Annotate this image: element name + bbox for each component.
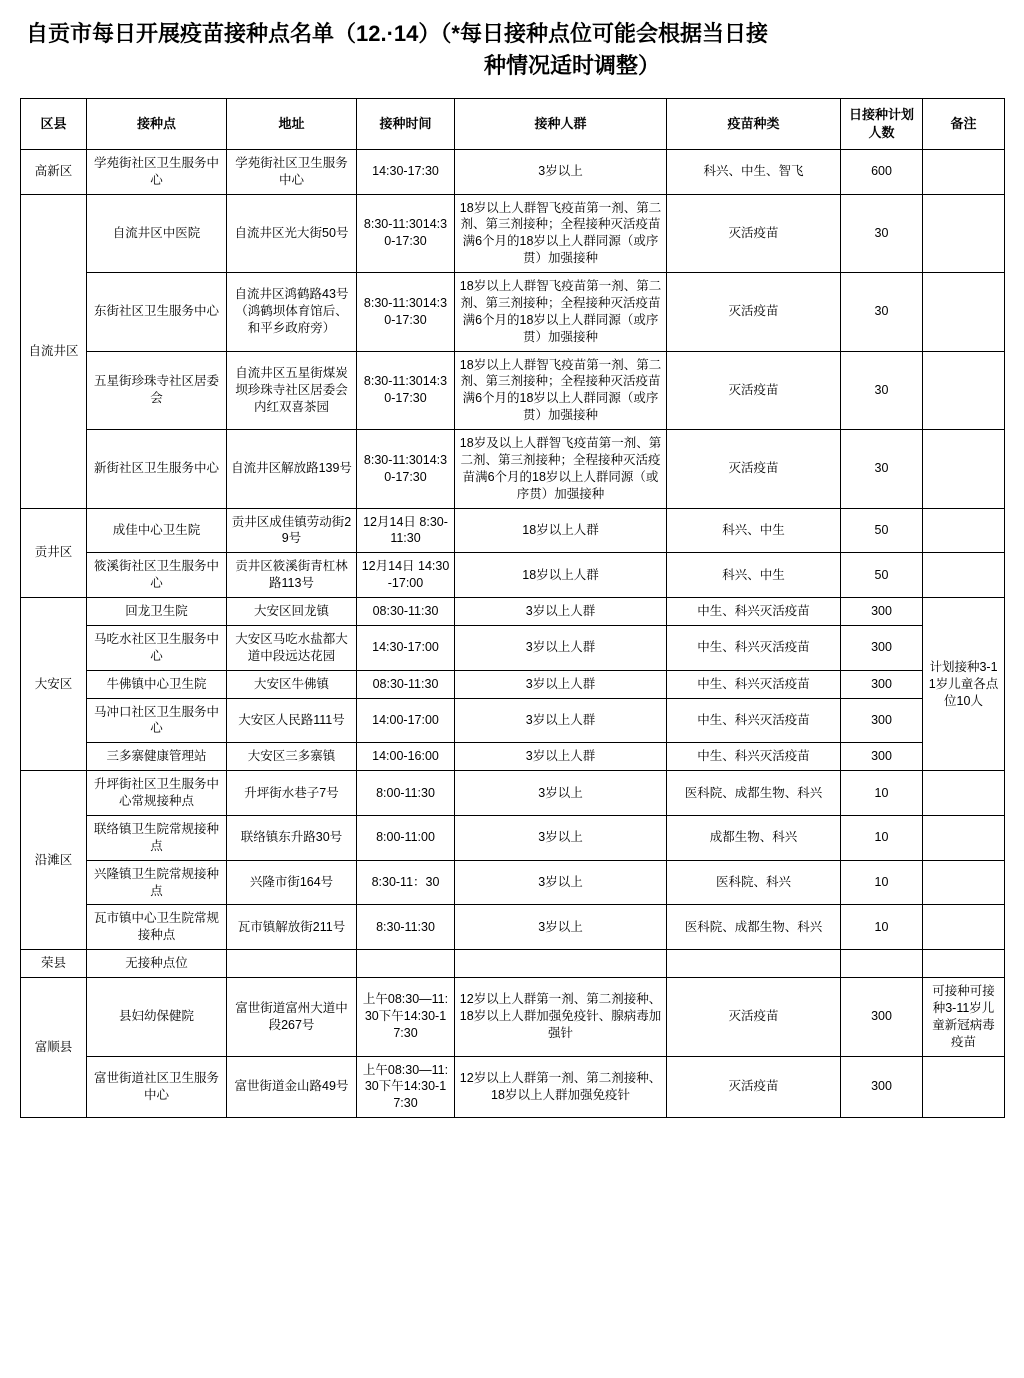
site-cell: 新街社区卫生服务中心 xyxy=(87,430,227,509)
people-cell: 18岁以上人群 xyxy=(455,553,667,598)
address-cell: 学苑街社区卫生服务中心 xyxy=(227,149,357,194)
vaccine-cell: 医科院、成都生物、科兴 xyxy=(667,905,841,950)
count-cell: 300 xyxy=(841,670,923,698)
people-cell: 18岁以上人群智飞疫苗第一剂、第二剂、第三剂接种；全程接种灭活疫苗满6个月的18岁以上人群同源（或序贯）加强接种 xyxy=(455,273,667,352)
people-cell: 3岁以上 xyxy=(455,860,667,905)
district-cell: 大安区 xyxy=(21,598,87,771)
site-cell: 回龙卫生院 xyxy=(87,598,227,626)
address-cell: 兴隆市街164号 xyxy=(227,860,357,905)
time-cell: 8:30-11：30 xyxy=(357,860,455,905)
people-cell: 3岁以上 xyxy=(455,771,667,816)
address-cell: 自流井区鸿鹤路43号（鸿鹤坝体育馆后、和平乡政府旁） xyxy=(227,273,357,352)
time-cell: 8:00-11:00 xyxy=(357,815,455,860)
time-cell: 14:30-17:30 xyxy=(357,149,455,194)
site-cell: 马冲口社区卫生服务中心 xyxy=(87,698,227,743)
count-cell: 30 xyxy=(841,273,923,352)
table-row xyxy=(21,553,1005,598)
people-cell: 3岁以上人群 xyxy=(455,625,667,670)
address-cell: 大安区人民路111号 xyxy=(227,698,357,743)
people-cell: 18岁以上人群智飞疫苗第一剂、第二剂、第三剂接种；全程接种灭活疫苗满6个月的18岁以上人群同源（或序贯）加强接种 xyxy=(455,351,667,430)
address-cell: 升坪街水巷子7号 xyxy=(227,771,357,816)
site-cell: 学苑街社区卫生服务中心 xyxy=(87,149,227,194)
table-row xyxy=(21,978,1005,1057)
table-row xyxy=(21,670,1005,698)
column-header-time: 接种时间 xyxy=(357,98,455,149)
vaccine-cell: 科兴、中生 xyxy=(667,508,841,553)
address-cell xyxy=(227,950,357,978)
site-cell: 五星街珍珠寺社区居委会 xyxy=(87,351,227,430)
address-cell: 富世街道金山路49号 xyxy=(227,1056,357,1118)
remark-cell: 可接种可接种3-11岁儿童新冠病毒疫苗 xyxy=(923,978,1005,1057)
table-row xyxy=(21,743,1005,771)
vaccine-cell: 灭活疫苗 xyxy=(667,430,841,509)
count-cell xyxy=(841,950,923,978)
site-cell: 无接种点位 xyxy=(87,950,227,978)
table-row xyxy=(21,194,1005,273)
count-cell: 300 xyxy=(841,978,923,1057)
people-cell: 3岁以上人群 xyxy=(455,598,667,626)
address-cell: 富世街道富州大道中段267号 xyxy=(227,978,357,1057)
time-cell: 12月14日 14:30-17:00 xyxy=(357,553,455,598)
count-cell: 50 xyxy=(841,508,923,553)
site-cell: 富世街道社区卫生服务中心 xyxy=(87,1056,227,1118)
time-cell: 8:30-11:3014:30-17:30 xyxy=(357,273,455,352)
people-cell: 3岁以上人群 xyxy=(455,743,667,771)
district-cell: 富顺县 xyxy=(21,978,87,1118)
site-cell: 筱溪街社区卫生服务中心 xyxy=(87,553,227,598)
address-cell: 贡井区成佳镇劳动街29号 xyxy=(227,508,357,553)
vaccine-cell: 灭活疫苗 xyxy=(667,351,841,430)
people-cell: 3岁以上 xyxy=(455,905,667,950)
vaccine-cell: 灭活疫苗 xyxy=(667,1056,841,1118)
remark-cell xyxy=(923,771,1005,816)
remark-cell xyxy=(923,553,1005,598)
vaccine-cell xyxy=(667,950,841,978)
remark-cell xyxy=(923,905,1005,950)
vaccination-schedule-table xyxy=(20,98,1005,1118)
site-cell: 成佳中心卫生院 xyxy=(87,508,227,553)
time-cell: 8:30-11:3014:30-17:30 xyxy=(357,194,455,273)
address-cell: 大安区马吃水盐都大道中段远达花园 xyxy=(227,625,357,670)
table-row xyxy=(21,815,1005,860)
remark-cell xyxy=(923,430,1005,509)
count-cell: 10 xyxy=(841,771,923,816)
vaccine-cell: 中生、科兴灭活疫苗 xyxy=(667,625,841,670)
table-row xyxy=(21,860,1005,905)
remark-cell xyxy=(923,1056,1005,1118)
page-title-line-1: 自贡市每日开展疫苗接种点名单（12.·14）（*每日接种点位可能会根据当日接 xyxy=(26,21,768,46)
remark-cell xyxy=(923,273,1005,352)
table-row xyxy=(21,149,1005,194)
vaccine-cell: 灭活疫苗 xyxy=(667,194,841,273)
district-cell: 高新区 xyxy=(21,149,87,194)
time-cell: 14:30-17:00 xyxy=(357,625,455,670)
table-row xyxy=(21,698,1005,743)
count-cell: 10 xyxy=(841,815,923,860)
vaccine-cell: 科兴、中生 xyxy=(667,553,841,598)
address-cell: 联络镇东升路30号 xyxy=(227,815,357,860)
district-cell: 贡井区 xyxy=(21,508,87,598)
people-cell: 12岁以上人群第一剂、第二剂接种、18岁以上人群加强免疫针、腺病毒加强针 xyxy=(455,978,667,1057)
table-row xyxy=(21,508,1005,553)
remark-cell xyxy=(923,508,1005,553)
count-cell: 600 xyxy=(841,149,923,194)
vaccine-cell: 灭活疫苗 xyxy=(667,978,841,1057)
page-title xyxy=(20,18,1004,82)
table-row xyxy=(21,351,1005,430)
vaccine-cell: 中生、科兴灭活疫苗 xyxy=(667,698,841,743)
address-cell: 大安区三多寨镇 xyxy=(227,743,357,771)
count-cell: 300 xyxy=(841,625,923,670)
table-row xyxy=(21,598,1005,626)
column-header-people: 接种人群 xyxy=(455,98,667,149)
table-row xyxy=(21,430,1005,509)
address-cell: 瓦市镇解放街211号 xyxy=(227,905,357,950)
people-cell: 18岁以上人群 xyxy=(455,508,667,553)
vaccine-cell: 中生、科兴灭活疫苗 xyxy=(667,598,841,626)
time-cell: 14:00-17:00 xyxy=(357,698,455,743)
count-cell: 300 xyxy=(841,743,923,771)
time-cell: 8:30-11:3014:30-17:30 xyxy=(357,351,455,430)
count-cell: 30 xyxy=(841,194,923,273)
district-cell: 沿滩区 xyxy=(21,771,87,950)
site-cell: 瓦市镇中心卫生院常规接种点 xyxy=(87,905,227,950)
time-cell: 上午08:30—11:30下午14:30-17:30 xyxy=(357,978,455,1057)
site-cell: 兴隆镇卫生院常规接种点 xyxy=(87,860,227,905)
people-cell: 3岁以上人群 xyxy=(455,670,667,698)
vaccine-cell: 科兴、中生、智飞 xyxy=(667,149,841,194)
address-cell: 自流井区光大街50号 xyxy=(227,194,357,273)
remark-cell xyxy=(923,194,1005,273)
column-header-address: 地址 xyxy=(227,98,357,149)
table-row xyxy=(21,905,1005,950)
remark-cell xyxy=(923,815,1005,860)
count-cell: 300 xyxy=(841,598,923,626)
people-cell: 12岁以上人群第一剂、第二剂接种、18岁以上人群加强免疫针 xyxy=(455,1056,667,1118)
vaccine-cell: 医科院、科兴 xyxy=(667,860,841,905)
people-cell: 3岁以上人群 xyxy=(455,698,667,743)
time-cell: 8:30-11:30 xyxy=(357,905,455,950)
time-cell: 上午08:30—11:30下午14:30-17:30 xyxy=(357,1056,455,1118)
people-cell: 3岁以上 xyxy=(455,815,667,860)
site-cell: 县妇幼保健院 xyxy=(87,978,227,1057)
people-cell: 18岁及以上人群智飞疫苗第一剂、第二剂、第三剂接种；全程接种灭活疫苗满6个月的18岁以上人群同源（或序贯）加强接种 xyxy=(455,430,667,509)
table-row xyxy=(21,771,1005,816)
address-cell: 大安区牛佛镇 xyxy=(227,670,357,698)
site-cell: 三多寨健康管理站 xyxy=(87,743,227,771)
address-cell: 自流井区解放路139号 xyxy=(227,430,357,509)
people-cell xyxy=(455,950,667,978)
site-cell: 联络镇卫生院常规接种点 xyxy=(87,815,227,860)
time-cell: 12月14日 8:30-11:30 xyxy=(357,508,455,553)
time-cell xyxy=(357,950,455,978)
count-cell: 300 xyxy=(841,1056,923,1118)
site-cell: 升坪街社区卫生服务中心常规接种点 xyxy=(87,771,227,816)
time-cell: 8:00-11:30 xyxy=(357,771,455,816)
address-cell: 贡井区筱溪街青杠林路113号 xyxy=(227,553,357,598)
site-cell: 牛佛镇中心卫生院 xyxy=(87,670,227,698)
column-header-remark: 备注 xyxy=(923,98,1005,149)
address-cell: 大安区回龙镇 xyxy=(227,598,357,626)
table-row xyxy=(21,625,1005,670)
table-header-row xyxy=(21,98,1005,149)
time-cell: 14:00-16:00 xyxy=(357,743,455,771)
count-cell: 10 xyxy=(841,860,923,905)
column-header-vaccine: 疫苗种类 xyxy=(667,98,841,149)
count-cell: 50 xyxy=(841,553,923,598)
count-cell: 10 xyxy=(841,905,923,950)
people-cell: 3岁以上 xyxy=(455,149,667,194)
remark-cell xyxy=(923,950,1005,978)
district-cell: 自流井区 xyxy=(21,194,87,508)
site-cell: 马吃水社区卫生服务中心 xyxy=(87,625,227,670)
people-cell: 18岁以上人群智飞疫苗第一剂、第二剂、第三剂接种；全程接种灭活疫苗满6个月的18岁以上人群同源（或序贯）加强接种 xyxy=(455,194,667,273)
remark-cell xyxy=(923,351,1005,430)
vaccine-cell: 灭活疫苗 xyxy=(667,273,841,352)
site-cell: 自流井区中医院 xyxy=(87,194,227,273)
remark-cell: 计划接种3-11岁儿童各点位10人 xyxy=(923,598,1005,771)
table-row xyxy=(21,950,1005,978)
district-cell: 荣县 xyxy=(21,950,87,978)
site-cell: 东街社区卫生服务中心 xyxy=(87,273,227,352)
time-cell: 8:30-11:3014:30-17:30 xyxy=(357,430,455,509)
time-cell: 08:30-11:30 xyxy=(357,670,455,698)
vaccine-cell: 中生、科兴灭活疫苗 xyxy=(667,670,841,698)
table-row xyxy=(21,273,1005,352)
time-cell: 08:30-11:30 xyxy=(357,598,455,626)
column-header-district: 区县 xyxy=(21,98,87,149)
vaccine-cell: 中生、科兴灭活疫苗 xyxy=(667,743,841,771)
count-cell: 30 xyxy=(841,430,923,509)
page-title-line-2: 种情况适时调整） xyxy=(483,52,660,78)
count-cell: 30 xyxy=(841,351,923,430)
address-cell: 自流井区五星街煤炭坝珍珠寺社区居委会内红双喜茶园 xyxy=(227,351,357,430)
vaccine-cell: 成都生物、科兴 xyxy=(667,815,841,860)
column-header-count: 日接种计划人数 xyxy=(841,98,923,149)
count-cell: 300 xyxy=(841,698,923,743)
remark-cell xyxy=(923,149,1005,194)
vaccine-cell: 医科院、成都生物、科兴 xyxy=(667,771,841,816)
table-body xyxy=(21,149,1005,1117)
table-row xyxy=(21,1056,1005,1118)
remark-cell xyxy=(923,860,1005,905)
column-header-site: 接种点 xyxy=(87,98,227,149)
